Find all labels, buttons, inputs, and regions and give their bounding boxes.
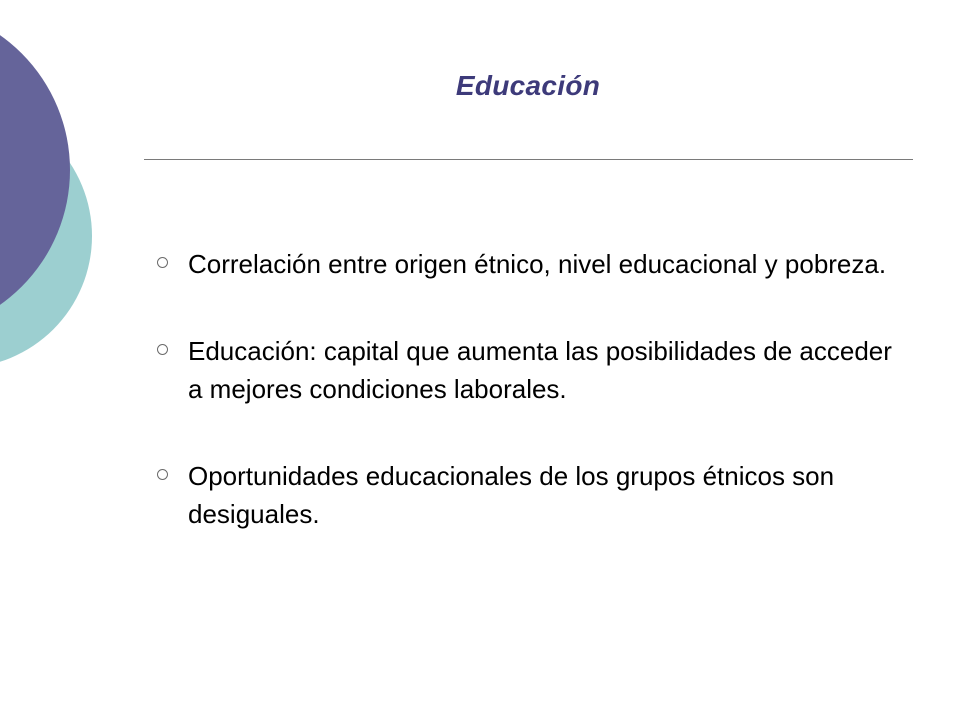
hollow-circle-icon bbox=[157, 257, 168, 268]
dark-purple-circle bbox=[0, 5, 70, 335]
bullet-text: Correlación entre origen étnico, nivel educacional y pobreza. bbox=[188, 249, 887, 279]
decorative-circles bbox=[0, 0, 100, 380]
title-divider bbox=[144, 159, 913, 160]
slide-title: Educación bbox=[455, 70, 601, 101]
light-teal-circle bbox=[0, 104, 92, 368]
bullet-text: Educación: capital que aumenta las posibilidades de acceder a mejores condiciones laborales. bbox=[188, 336, 892, 404]
bullet-item bbox=[145, 457, 905, 533]
bullet-item bbox=[145, 245, 905, 283]
hollow-circle-icon bbox=[157, 344, 168, 355]
bullet-item bbox=[145, 332, 905, 408]
bullet-list bbox=[145, 245, 905, 582]
bullet-text: Oportunidades educacionales de los grupos étnicos son desiguales. bbox=[188, 461, 835, 529]
hollow-circle-icon bbox=[157, 469, 168, 480]
